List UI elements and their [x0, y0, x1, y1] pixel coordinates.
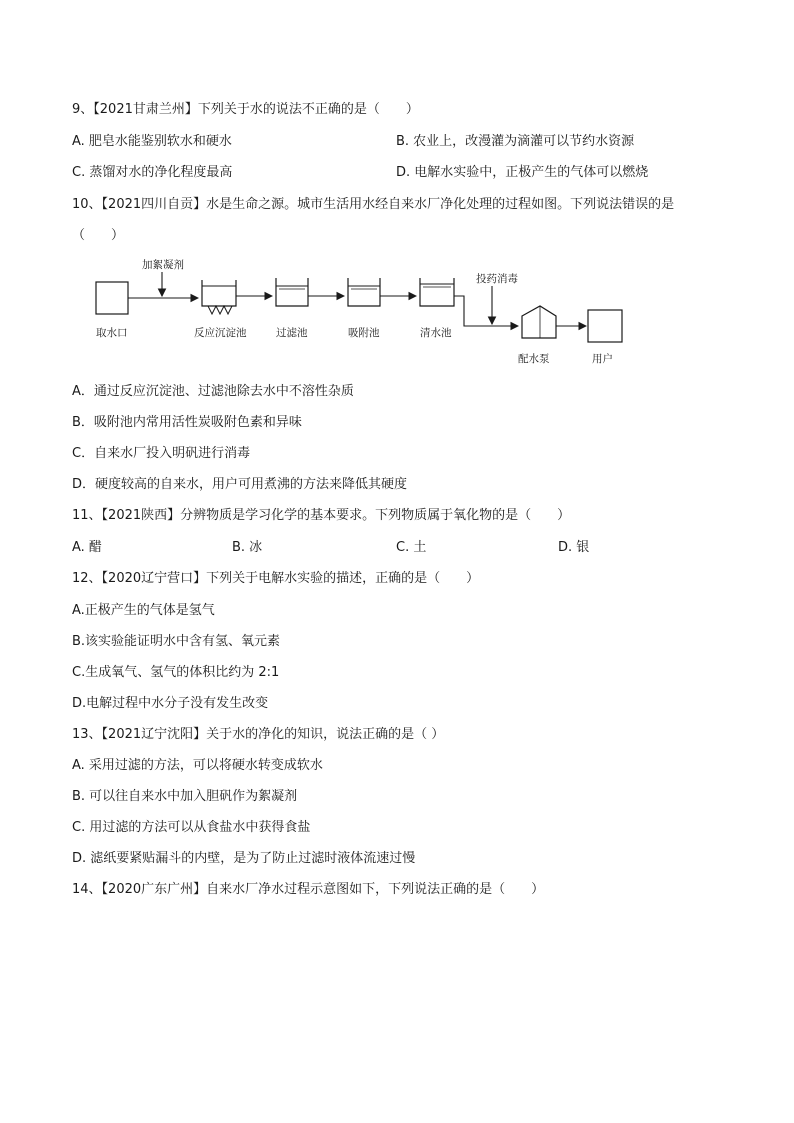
q11-option-c: C. 土 — [396, 540, 427, 555]
distribution-pump — [522, 306, 556, 338]
filter-tank — [276, 278, 308, 306]
q13-option-b: B. 可以往自来水中加入胆矾作为絮凝剂 — [72, 789, 298, 804]
q13-option-a: A. 采用过滤的方法，可以将硬水转变成软水 — [72, 758, 323, 773]
q13-option-c: C. 用过滤的方法可以从食盐水中获得食盐 — [72, 820, 311, 835]
q12-stem: 12、【2020辽宁营口】下列关于电解水实验的描述，正确的是（ ） — [72, 571, 480, 586]
q9-option-b: B. 农业上，改漫灌为滴灌可以节约水资源 — [396, 134, 635, 149]
filter-tank-label: 过滤池 — [276, 327, 308, 339]
clear-water-tank — [420, 278, 454, 306]
q9-stem: 9、【2021甘肃兰州】下列关于水的说法不正确的是（ ） — [72, 102, 419, 117]
water-treatment-diagram — [86, 250, 646, 370]
adsorption-tank-label: 吸附池 — [348, 327, 380, 339]
q9-option-d: D. 电解水实验中，正极产生的气体可以燃烧 — [396, 165, 649, 180]
q10-option-c: C．自来水厂投入明矾进行消毒 — [72, 446, 251, 461]
q12-option-b: B.该实验能证明水中含有氢、氧元素 — [72, 634, 281, 649]
q13-option-d: D. 滤纸要紧贴漏斗的内壁，是为了防止过滤时液体流速过慢 — [72, 851, 416, 866]
reaction-tank — [202, 280, 236, 314]
q10-option-d: D．硬度较高的自来水，用户可用煮沸的方法来降低其硬度 — [72, 477, 408, 492]
adsorption-tank — [348, 278, 380, 306]
q12-option-d: D.电解过程中水分子没有发生改变 — [72, 696, 269, 711]
intake-label: 取水口 — [96, 327, 128, 339]
q13-stem: 13、【2021辽宁沈阳】关于水的净化的知识，说法正确的是（ ） — [72, 727, 445, 742]
q10-option-a: A．通过反应沉淀池、过滤池除去水中不溶性杂质 — [72, 384, 354, 399]
intake-box — [96, 282, 128, 314]
q12-option-a: A.正极产生的气体是氢气 — [72, 603, 215, 618]
q9-option-c: C. 蒸馏对水的净化程度最高 — [72, 165, 233, 180]
q11-stem: 11、【2021陕西】分辨物质是学习化学的基本要求。下列物质属于氧化物的是（ ） — [72, 508, 571, 523]
q11-option-d: D. 银 — [558, 540, 590, 555]
arrow-clear-pump — [454, 296, 518, 326]
disinfectant-label: 投药消毒 — [476, 273, 518, 285]
reaction-tank-label: 反应沉淀池 — [194, 327, 247, 339]
q14-stem: 14、【2020广东广州】自来水厂净水过程示意图如下，下列说法正确的是（ ） — [72, 882, 545, 897]
user-box — [588, 310, 622, 342]
user-label: 用户 — [592, 353, 613, 365]
q11-option-b: B. 冰 — [232, 540, 263, 555]
clear-water-tank-label: 清水池 — [420, 327, 452, 339]
q12-option-c: C.生成氧气、氢气的体积比约为 2:1 — [72, 665, 280, 680]
q10-stem: 10、【2021四川自贡】水是生命之源。城市生活用水经自来水厂净化处理的过程如图。下列说法错误的是 — [72, 197, 675, 212]
pump-label: 配水泵 — [518, 353, 550, 365]
q10-paren: （ ） — [72, 228, 125, 243]
q11-option-a: A. 醋 — [72, 540, 102, 555]
q10-option-b: B．吸附池内常用活性炭吸附色素和异味 — [72, 415, 302, 430]
coagulant-label: 加絮凝剂 — [142, 259, 184, 271]
q9-option-a: A. 肥皂水能鉴别软水和硬水 — [72, 134, 232, 149]
